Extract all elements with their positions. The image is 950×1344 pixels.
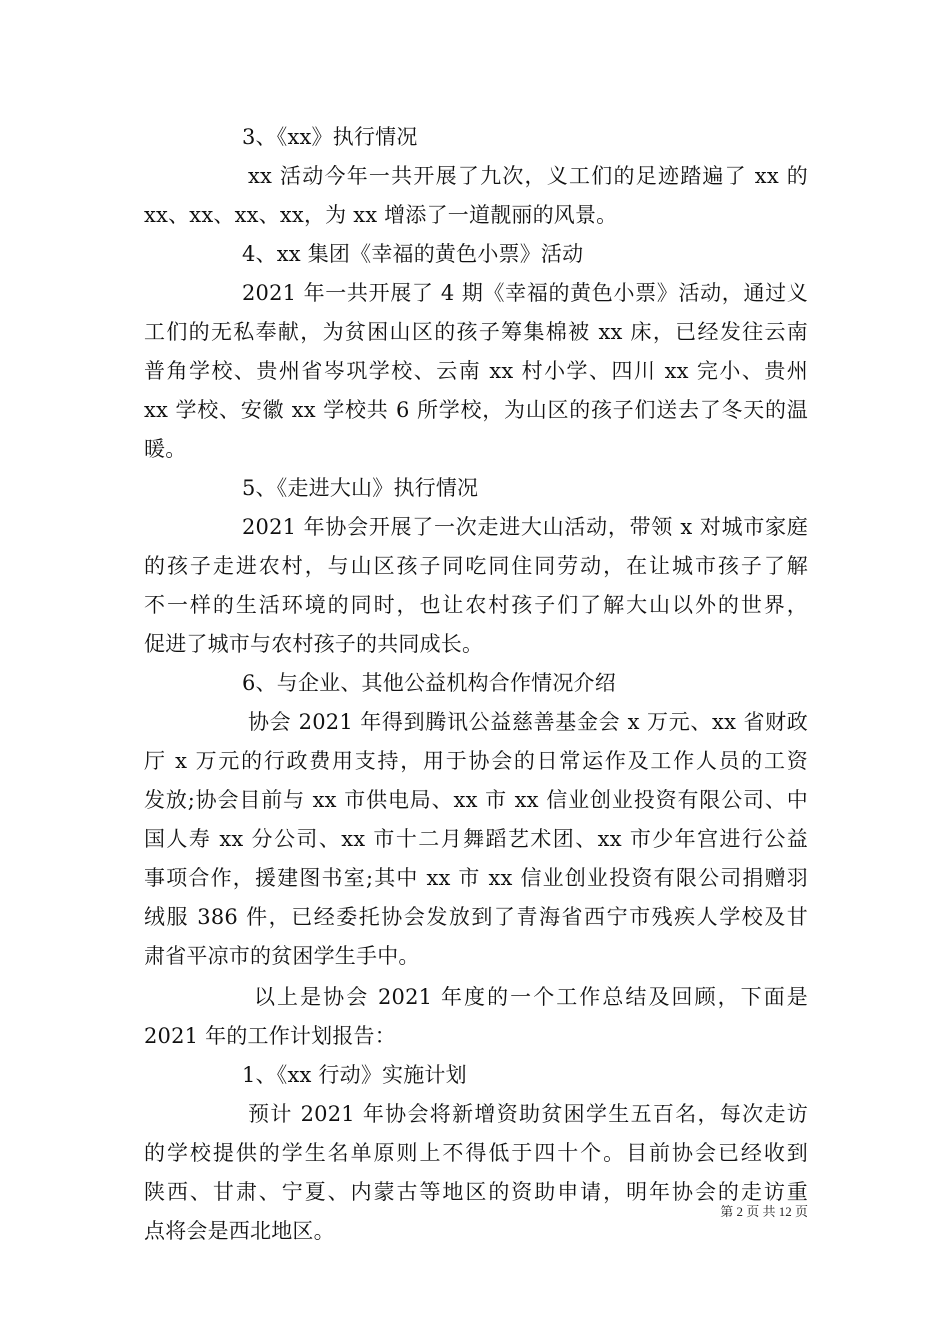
paragraph-line: 绒服 386 件，已经委托协会发放到了青海省西宁市残疾人学校及甘 bbox=[144, 905, 808, 929]
paragraph-line: 不一样的生活环境的同时，也让农村孩子们了解大山以外的世界， bbox=[144, 593, 808, 617]
paragraph-line: 暖。 bbox=[144, 437, 187, 461]
section-heading-plan-1: 1、《xx 行动》实施计划 bbox=[242, 1063, 467, 1087]
paragraph-line: 协会 2021 年得到腾讯公益慈善基金会 x 万元、xx 省财政 bbox=[248, 710, 808, 734]
page-number-footer: 第 2 页 共 12 页 bbox=[720, 1204, 808, 1219]
paragraph-line: 预计 2021 年协会将新增资助贫困学生五百名，每次走访 bbox=[248, 1102, 808, 1126]
paragraph-line: 普角学校、贵州省岑巩学校、云南 xx 村小学、四川 xx 完小、贵州 bbox=[144, 359, 808, 383]
paragraph-line: 的学校提供的学生名单原则上不得低于四十个。目前协会已经收到 bbox=[144, 1141, 808, 1165]
section-heading-3: 3、《xx》执行情况 bbox=[242, 125, 418, 149]
paragraph-line: xx 活动今年一共开展了九次，义工们的足迹踏遍了 xx 的 bbox=[248, 164, 808, 188]
paragraph-line: 2021 年协会开展了一次走进大山活动，带领 x 对城市家庭 bbox=[242, 515, 808, 539]
paragraph-line: 发放;协会目前与 xx 市供电局、xx 市 xx 信业创业投资有限公司、中 bbox=[144, 788, 808, 812]
paragraph-line: xx、xx、xx、xx，为 xx 增添了一道靓丽的风景。 bbox=[144, 203, 618, 227]
paragraph-line: 工们的无私奉献，为贫困山区的孩子筹集棉被 xx 床，已经发往云南 bbox=[144, 320, 808, 344]
paragraph-line: 事项合作，援建图书室;其中 xx 市 xx 信业创业投资有限公司捐赠羽 bbox=[144, 866, 808, 890]
paragraph-line: 陕西、甘肃、宁夏、内蒙古等地区的资助申请，明年协会的走访重 bbox=[144, 1180, 808, 1204]
paragraph-line: 2021 年的工作计划报告： bbox=[144, 1024, 396, 1048]
section-heading-4: 4、xx 集团《幸福的黄色小票》活动 bbox=[242, 242, 584, 266]
paragraph-line: 促进了城市与农村孩子的共同成长。 bbox=[144, 632, 484, 656]
paragraph-line: xx 学校、安徽 xx 学校共 6 所学校，为山区的孩子们送去了冬天的温 bbox=[144, 398, 808, 422]
section-heading-5: 5、《走进大山》执行情况 bbox=[242, 476, 479, 500]
paragraph-line: 的孩子走进农村，与山区孩子同吃同住同劳动，在让城市孩子了解 bbox=[144, 554, 808, 578]
paragraph-line: 以上是协会 2021 年度的一个工作总结及回顾，下面是 bbox=[254, 985, 808, 1009]
paragraph-line: 2021 年一共开展了 4 期《幸福的黄色小票》活动，通过义 bbox=[242, 281, 808, 305]
paragraph-line: 国人寿 xx 分公司、xx 市十二月舞蹈艺术团、xx 市少年宫进行公益 bbox=[144, 827, 808, 851]
paragraph-line: 肃省平凉市的贫困学生手中。 bbox=[144, 944, 420, 968]
document-body bbox=[144, 118, 808, 1251]
paragraph-line: 厅 x 万元的行政费用支持，用于协会的日常运作及工作人员的工资 bbox=[144, 749, 808, 773]
section-heading-6: 6、与企业、其他公益机构合作情况介绍 bbox=[242, 671, 616, 695]
paragraph-line: 点将会是西北地区。 bbox=[144, 1219, 335, 1243]
